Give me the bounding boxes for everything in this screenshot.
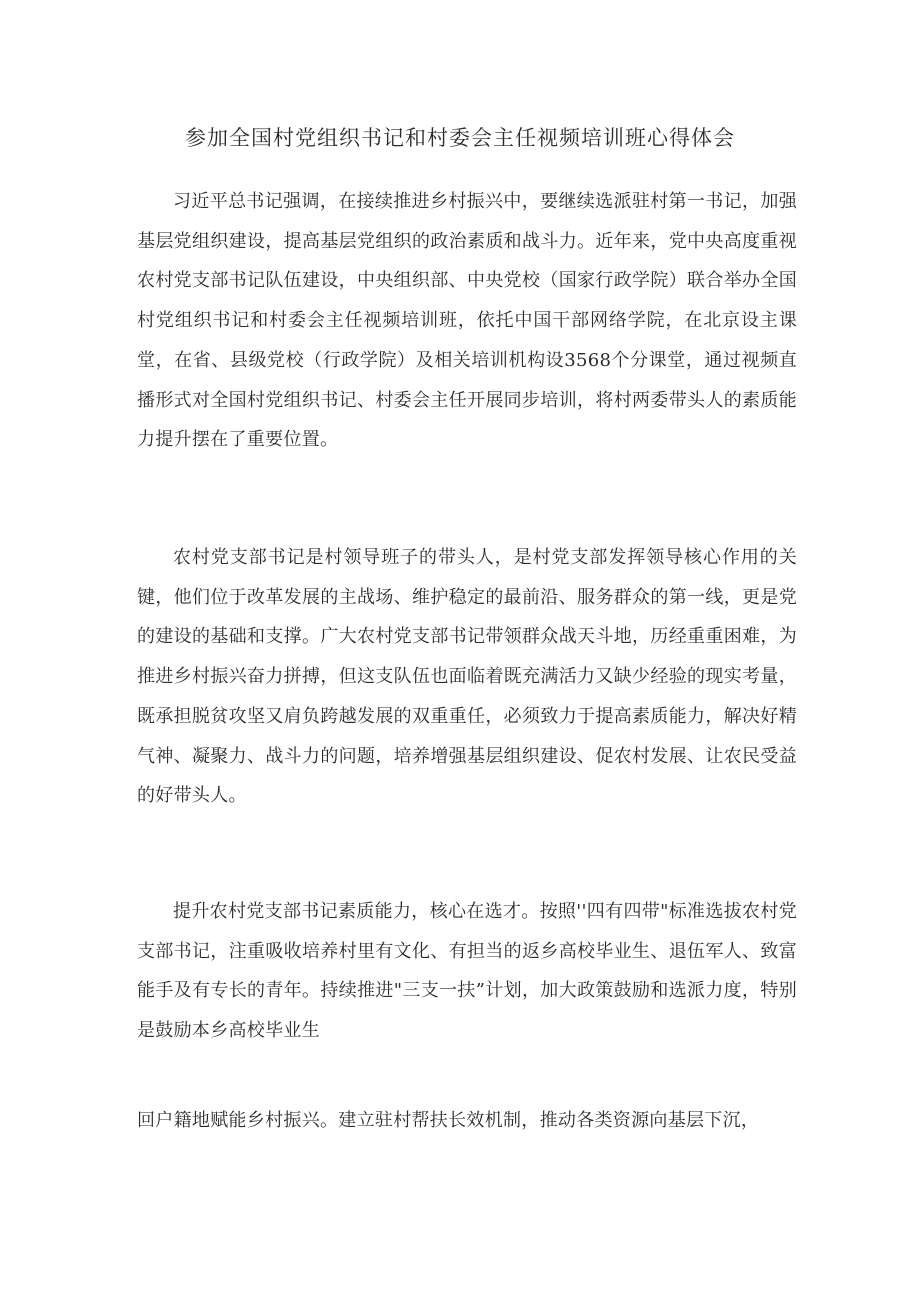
paragraph-1: 习近平总书记强调，在接续推进乡村振兴中，要继续选派驻村第一书记，加强基层党组织建设，提高基层党组织的政治素质和战斗力。近年来，党中央高度重视农村党支部书记队伍建设，中央组织部、中央党校（国家行政学院）联合举办全国村党组织书记和村委会主任视频培训班，依托中国干部网络学院，在北京设主课堂，在省、县级党校（行政学院）及相关培训机构设3568个分课堂，通过视频直播形式对全国村党组织书记、村委会主任开展同步培训，将村两委带头人的素质能力提升摆在了重要位置。 [137,191,797,451]
paragraph-3: 提升农村党支部书记素质能力，核心在选才。按照''四有四带"标准选拔农村党支部书记，注重吸收培养村里有文化、有担当的返乡高校毕业生、退伍军人、致富能手及有专长的青年。持续推进"三支一扶”计划，加大政策鼓励和选派力度，特别是鼓励本乡高校毕业生 [137,901,797,1042]
document-title: 参加全国村党组织书记和村委会主任视频培训班心得体会 [185,126,735,150]
paragraph-2: 农村党支部书记是村领导班子的带头人，是村党支部发挥领导核心作用的关键，他们位于改革发展的主战场、维护稳定的最前沿、服务群众的第一线，更是党的建设的基础和支撑。广大农村党支部书记带领群众战天斗地，历经重重困难，为推进乡村振兴奋力拼搏，但这支队伍也面临着既充满活力又缺少经验的现实考量，既承担脱贫攻坚又肩负跨越发展的双重重任，必须致力于提高素质能力，解决好精气神、凝聚力、战斗力的问题，培养增强基层组织建设、促农村发展、让农民受益的好带头人。 [137,547,797,807]
paragraph-4: 回户籍地赋能乡村振兴。建立驻村帮扶长效机制，推动各类资源向基层下沉， [137,1110,760,1131]
